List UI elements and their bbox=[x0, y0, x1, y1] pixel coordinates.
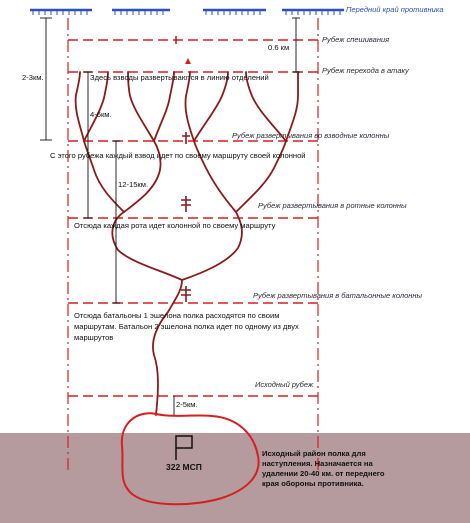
distance-23: 2-3км. bbox=[22, 73, 44, 82]
assembly-note-3: удалении 20-40 км. от переднего bbox=[262, 469, 385, 478]
note-battalion-line2: маршрутам. Батальон 2 эшелона полка идет по одному из двух bbox=[74, 322, 299, 331]
assembly-unit-label: 322 МСП bbox=[166, 462, 202, 472]
assembly-note-2: наступления. Назначается на bbox=[262, 459, 373, 468]
enemy-front-ticks bbox=[33, 11, 340, 15]
line-platoon-label: Рубеж развертывания во взводные колонны bbox=[232, 131, 390, 140]
line-attack-label: Рубеж перехода в атаку bbox=[322, 66, 409, 75]
regiment-cp-marker bbox=[185, 58, 191, 64]
route-tree bbox=[76, 72, 298, 415]
note-battalion-line1: Отсюда батальоны 1 эшелона полка расходятся по своим bbox=[74, 311, 280, 320]
assembly-note-4: края обороны противника. bbox=[262, 479, 364, 488]
line-start-label: Исходный рубеж bbox=[255, 380, 314, 389]
line-company-label: Рубеж развертывания в ротные колонны bbox=[258, 201, 407, 210]
line-dismount-label: Рубеж спешивания bbox=[322, 35, 390, 44]
distance-25: 2-5км. bbox=[176, 400, 198, 409]
note-company-route: Отсюда каждая рота идет колонной по своему маршруту bbox=[74, 221, 276, 230]
regiment-flag-icon bbox=[176, 436, 192, 460]
distance-06: 0.6 км bbox=[268, 43, 290, 52]
note-battalion-line3: маршрутов bbox=[74, 333, 114, 342]
assembly-note-1: Исходный район полка для bbox=[262, 449, 366, 458]
distance-46: 4-6км. bbox=[90, 110, 112, 119]
note-platoons-deploy: Здесь взводы развертываются в линию отделений bbox=[90, 73, 269, 82]
enemy-line-label: Передний край противника bbox=[346, 5, 444, 14]
line-battalion-label: Рубеж развертывания в батальонные колонны bbox=[253, 291, 423, 300]
note-platoon-route: С этого рубежа каждый взвод идет по своему маршруту своей колонной bbox=[50, 151, 306, 160]
assembly-area-boundary bbox=[122, 413, 259, 504]
distance-1215: 12-15км. bbox=[118, 180, 149, 189]
